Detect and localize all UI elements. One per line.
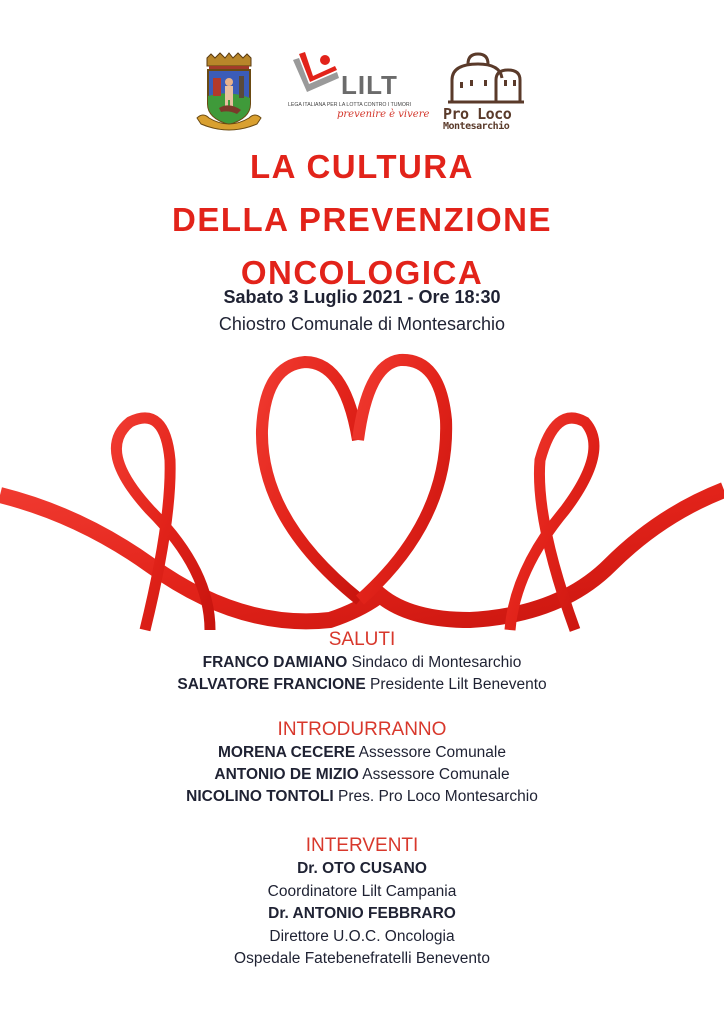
speaker-name: NICOLINO TONTOLI [186, 788, 334, 805]
lilt-wordmark: LILT [341, 70, 398, 100]
crest-icon [193, 52, 265, 134]
heart-ribbon-icon [0, 340, 724, 640]
title-line-1: LA CULTURA [250, 148, 474, 185]
lilt-slogan: prevenire è vivere [337, 109, 430, 120]
pro-loco-logo [440, 50, 530, 134]
title-line-2: DELLA PREVENZIONE [172, 201, 552, 238]
lilt-logo [283, 48, 433, 130]
event-title [0, 140, 724, 299]
speaker-affiliation: Ospedale Fatebenefratelli Benevento [234, 950, 490, 967]
lilt-subtitle: LEGA ITALIANA PER LA LOTTA CONTRO I TUMORI [288, 102, 412, 108]
speaker-role: Assessore Comunale [358, 744, 506, 761]
speaker-role: Assessore Comunale [362, 766, 510, 783]
speaker-role: Pres. Pro Loco Montesarchio [337, 788, 538, 805]
section-introdurranno [0, 718, 724, 808]
section-interventi [0, 834, 724, 971]
coat-of-arms-logo [193, 52, 265, 134]
speaker-role: Sindaco di Montesarchio [351, 654, 522, 671]
speaker-row [0, 652, 724, 674]
speaker-name: Dr. OTO CUSANO [297, 860, 427, 877]
speaker-name: ANTONIO DE MIZIO [214, 766, 359, 783]
event-date-time: Sabato 3 Luglio 2021 - Ore 18:30 [223, 287, 501, 307]
speaker-row [0, 786, 724, 808]
speaker-name: Dr. ANTONIO FEBBRARO [268, 905, 456, 922]
section-heading-interventi: INTERVENTI [305, 835, 419, 856]
pro-loco-building-icon [440, 50, 530, 106]
speaker-name: MORENA CECERE [218, 744, 356, 761]
speaker-row [0, 674, 724, 696]
speaker-role: Coordinatore Lilt Campania [267, 882, 457, 900]
speaker-name: SALVATORE FRANCIONE [177, 676, 366, 693]
event-venue: Chiostro Comunale di Montesarchio [218, 314, 506, 334]
logo-strip [0, 48, 724, 138]
section-heading-introdurranno: INTRODURRANNO [277, 719, 447, 740]
title-line-3: ONCOLOGICA [240, 254, 484, 291]
pro-loco-town: Montesarchio [443, 121, 510, 132]
speaker-row [0, 742, 724, 764]
section-saluti [0, 628, 724, 696]
speaker-role: Direttore U.O.C. Oncologia [269, 927, 455, 945]
speaker-row [0, 764, 724, 786]
speaker-role: Presidente Lilt Benevento [369, 676, 547, 693]
pro-loco-name: Pro Loco [443, 105, 512, 123]
section-heading-saluti: SALUTI [328, 629, 396, 650]
lilt-mark-icon [285, 50, 345, 100]
speaker-name: FRANCO DAMIANO [202, 654, 348, 671]
